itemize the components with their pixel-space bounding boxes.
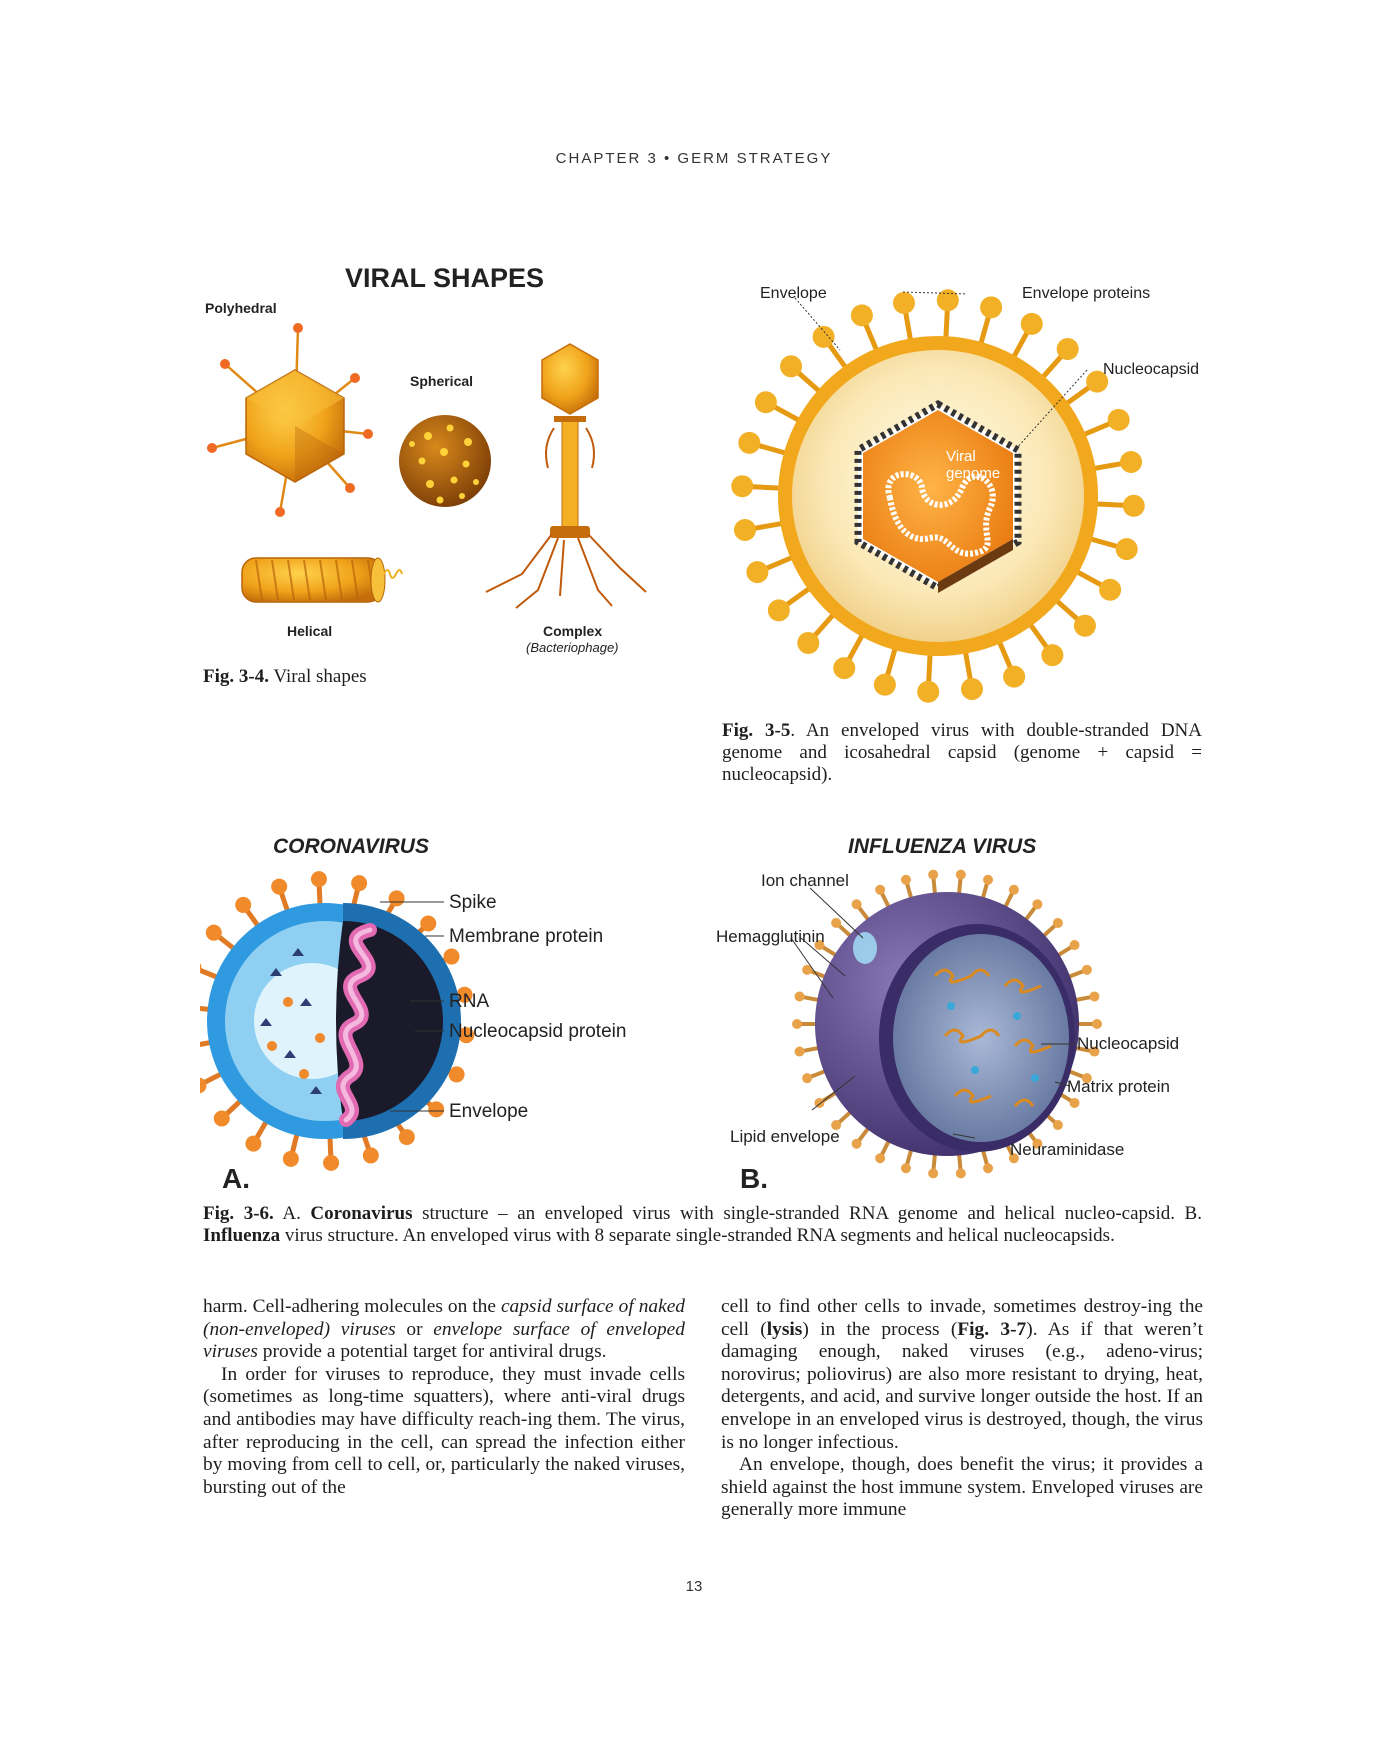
label-helical: Helical: [287, 623, 333, 639]
body-text: harm. Cell-adhering molecules on the: [203, 1296, 501, 1317]
spike-head: [1116, 538, 1138, 560]
fig-3-6-text-2: structure – an enveloped virus with single-stranded RNA genome and helical nucleo-capsid. B.: [412, 1203, 1202, 1224]
spike-head: [363, 1147, 379, 1163]
spike-head: [1053, 1120, 1063, 1130]
spike-head: [875, 885, 885, 895]
spike-head: [802, 1073, 812, 1083]
spike-head: [271, 879, 287, 895]
spike-head: [831, 918, 841, 928]
fig-3-5-ref: Fig. 3-5: [722, 720, 791, 741]
label-lipid-envelope: Lipid envelope: [730, 1127, 840, 1146]
spike-head: [813, 326, 835, 348]
spike-head: [833, 657, 855, 679]
label-neuraminidase: Neuraminidase: [1010, 1140, 1125, 1159]
spike-head: [746, 561, 768, 583]
spike-head: [797, 632, 819, 654]
spike-head: [851, 304, 873, 326]
figure-influenza: [715, 826, 1215, 1196]
label-corona-envelope: Envelope: [449, 1101, 529, 1122]
body-text: cell to find other cells to invade, sometimes destroy-ing the cell (: [721, 1296, 1203, 1340]
spike-head: [245, 1136, 261, 1152]
spike-head: [792, 1019, 802, 1029]
spike-head: [1070, 1098, 1080, 1108]
spike-head: [852, 899, 862, 909]
body-text: ) in the process (: [802, 1318, 958, 1340]
label-envelope: Envelope: [760, 285, 827, 302]
fig-3-6-caption: [203, 1203, 1202, 1247]
spike-head: [961, 678, 983, 700]
label-hemagglutinin: Hemagglutinin: [716, 927, 825, 946]
spike-head: [214, 1110, 230, 1126]
fig-3-6-bold-influenza: Influenza: [203, 1225, 281, 1246]
page-number: 13: [685, 1578, 703, 1595]
body-paragraph: In order for viruses to reproduce, they must invade cells (sometimes as long-time squatters), where anti-viral drugs and antibodies may have difficulty reach-ing them. The virus, after reproducing in the cell, can spread the infection either by moving from cell to cell, or, particularly the naked viruses, bursting out of the: [203, 1363, 685, 1498]
polyhedral-virus-illustration: [207, 323, 373, 517]
spike-head: [444, 949, 460, 965]
spike-head: [734, 519, 756, 541]
spike-head: [956, 1168, 966, 1178]
body-text: ). As if that weren’t damaging enough, naked viruses (e.g., adeno-virus; norovirus; poliovirus) are also more resistant to drying, heat, detergents, and acid, and survive longer outside the host. If an envelope in an enveloped virus is destroyed, though, the virus is no longer infectious.: [721, 1318, 1203, 1453]
spherical-virus-illustration: [399, 415, 491, 507]
spike-head: [235, 897, 251, 913]
label-flu-nucleocapsid: Nucleocapsid: [1077, 1034, 1180, 1053]
panel-b-letter: B.: [740, 1163, 768, 1194]
spike-head: [1092, 1019, 1102, 1029]
body-paragraph: [203, 1296, 685, 1364]
spike-head: [1074, 615, 1096, 637]
label-envelope-proteins: Envelope proteins: [1022, 285, 1151, 302]
figure-enveloped-virus: [715, 268, 1215, 710]
spike-head: [738, 432, 760, 454]
spike-head: [755, 391, 777, 413]
body-column-left: [203, 1296, 685, 1499]
spike-head: [768, 599, 790, 621]
spike-head: [1099, 579, 1121, 601]
spike-head: [1009, 885, 1019, 895]
spike-head: [420, 916, 436, 932]
label-complex: Complex: [543, 623, 603, 639]
fig-3-6-text-1: A.: [273, 1203, 311, 1224]
fig-3-6-bold-coronavirus: Coronavirus: [310, 1203, 413, 1224]
body-paragraph: An envelope, though, does benefit the virus; it provides a shield against the host immune system. Enveloped viruses are generally more immune: [721, 1454, 1203, 1521]
spike-head: [1003, 666, 1025, 688]
body-paragraph: [721, 1296, 1203, 1454]
spike-head: [449, 1066, 465, 1082]
spike-head: [1120, 451, 1142, 473]
coronavirus-title: CORONAVIRUS: [273, 835, 429, 858]
spike-head: [283, 1151, 299, 1167]
fig-3-5-caption: [722, 720, 1202, 786]
bacteriophage-illustration: [486, 344, 646, 608]
spike-head: [937, 289, 959, 311]
spike-head: [1053, 918, 1063, 928]
panel-a-letter: A.: [222, 1163, 250, 1194]
influenza-title: INFLUENZA VIRUS: [848, 835, 1037, 858]
spike-head: [1108, 409, 1130, 431]
spike-head: [1082, 965, 1092, 975]
label-nucleocapsid-protein: Nucleocapsid protein: [449, 1021, 627, 1042]
body-bold-text: lysis: [766, 1318, 803, 1340]
label-rna: RNA: [449, 991, 490, 1012]
spike-head: [983, 875, 993, 885]
running-header: CHAPTER 3 • GERM STRATEGY: [555, 150, 833, 167]
spike-head: [389, 890, 405, 906]
label-genome: genome: [946, 465, 1001, 482]
body-text: provide a potential target for antiviral drugs.: [257, 1341, 607, 1363]
spike-head: [1123, 495, 1145, 517]
fig-3-4-ref: Fig. 3-4.: [203, 666, 269, 687]
spike-head: [893, 292, 915, 314]
spike-head: [852, 1139, 862, 1149]
label-spherical: Spherical: [410, 373, 474, 389]
spike-head: [875, 1153, 885, 1163]
spike-head: [1032, 899, 1042, 909]
label-matrix-protein: Matrix protein: [1067, 1077, 1170, 1096]
spike-head: [1041, 644, 1063, 666]
spike-head: [795, 991, 805, 1001]
body-italic-text: capsid surface of naked (non-enveloped) viruses: [203, 1296, 685, 1340]
fig-3-5-text: . An enveloped virus with double-stranded DNA genome and icosahedral capsid (genome + capsid = nucleocapsid).: [722, 720, 1202, 785]
spike-head: [795, 1047, 805, 1057]
label-polyhedral: Polyhedral: [205, 300, 277, 316]
figure-reference-link[interactable]: Fig. 3-7: [957, 1318, 1027, 1340]
label-bacteriophage: (Bacteriophage): [526, 640, 619, 655]
spike-head: [311, 871, 327, 887]
spike-head: [874, 674, 896, 696]
fig-3-6-text-3: virus structure. An enveloped virus with 8 separate single-stranded RNA segments and helical nucleocapsids.: [280, 1225, 1115, 1246]
spike-head: [956, 870, 966, 880]
spike-head: [980, 296, 1002, 318]
viral-shapes-title: VIRAL SHAPES: [345, 263, 545, 293]
spike-head: [780, 355, 802, 377]
spike-head: [1021, 313, 1043, 335]
fig-3-4-caption: [203, 666, 683, 688]
body-text: or: [395, 1318, 434, 1340]
spike-head: [351, 875, 367, 891]
label-nucleocapsid: Nucleocapsid: [1103, 361, 1200, 378]
spike-head: [901, 1163, 911, 1173]
fig-3-4-text: Viral shapes: [268, 666, 367, 687]
spike-head: [917, 681, 939, 703]
body-column-right: [721, 1296, 1203, 1522]
label-membrane-protein: Membrane protein: [449, 926, 604, 947]
spike-head: [928, 870, 938, 880]
spike-head: [901, 875, 911, 885]
spike-head: [1070, 940, 1080, 950]
spike-head: [206, 925, 222, 941]
body-italic-text: envelope surface of enveloped viruses: [203, 1318, 685, 1363]
spike-head: [1057, 338, 1079, 360]
label-ion-channel: Ion channel: [761, 871, 849, 890]
spike-head: [1089, 991, 1099, 1001]
spike-head: [399, 1129, 415, 1145]
spike-head: [983, 1163, 993, 1173]
spike-head: [928, 1168, 938, 1178]
spike-head: [428, 1101, 444, 1117]
spike-head: [731, 475, 753, 497]
spike-head: [323, 1155, 339, 1171]
helical-virus-illustration: [242, 558, 402, 602]
label-spike: Spike: [449, 892, 497, 913]
figure-coronavirus: [200, 826, 700, 1196]
label-viral: Viral: [946, 448, 976, 465]
fig-3-6-ref: Fig. 3-6.: [203, 1203, 274, 1224]
figure-viral-shapes: [200, 256, 680, 666]
